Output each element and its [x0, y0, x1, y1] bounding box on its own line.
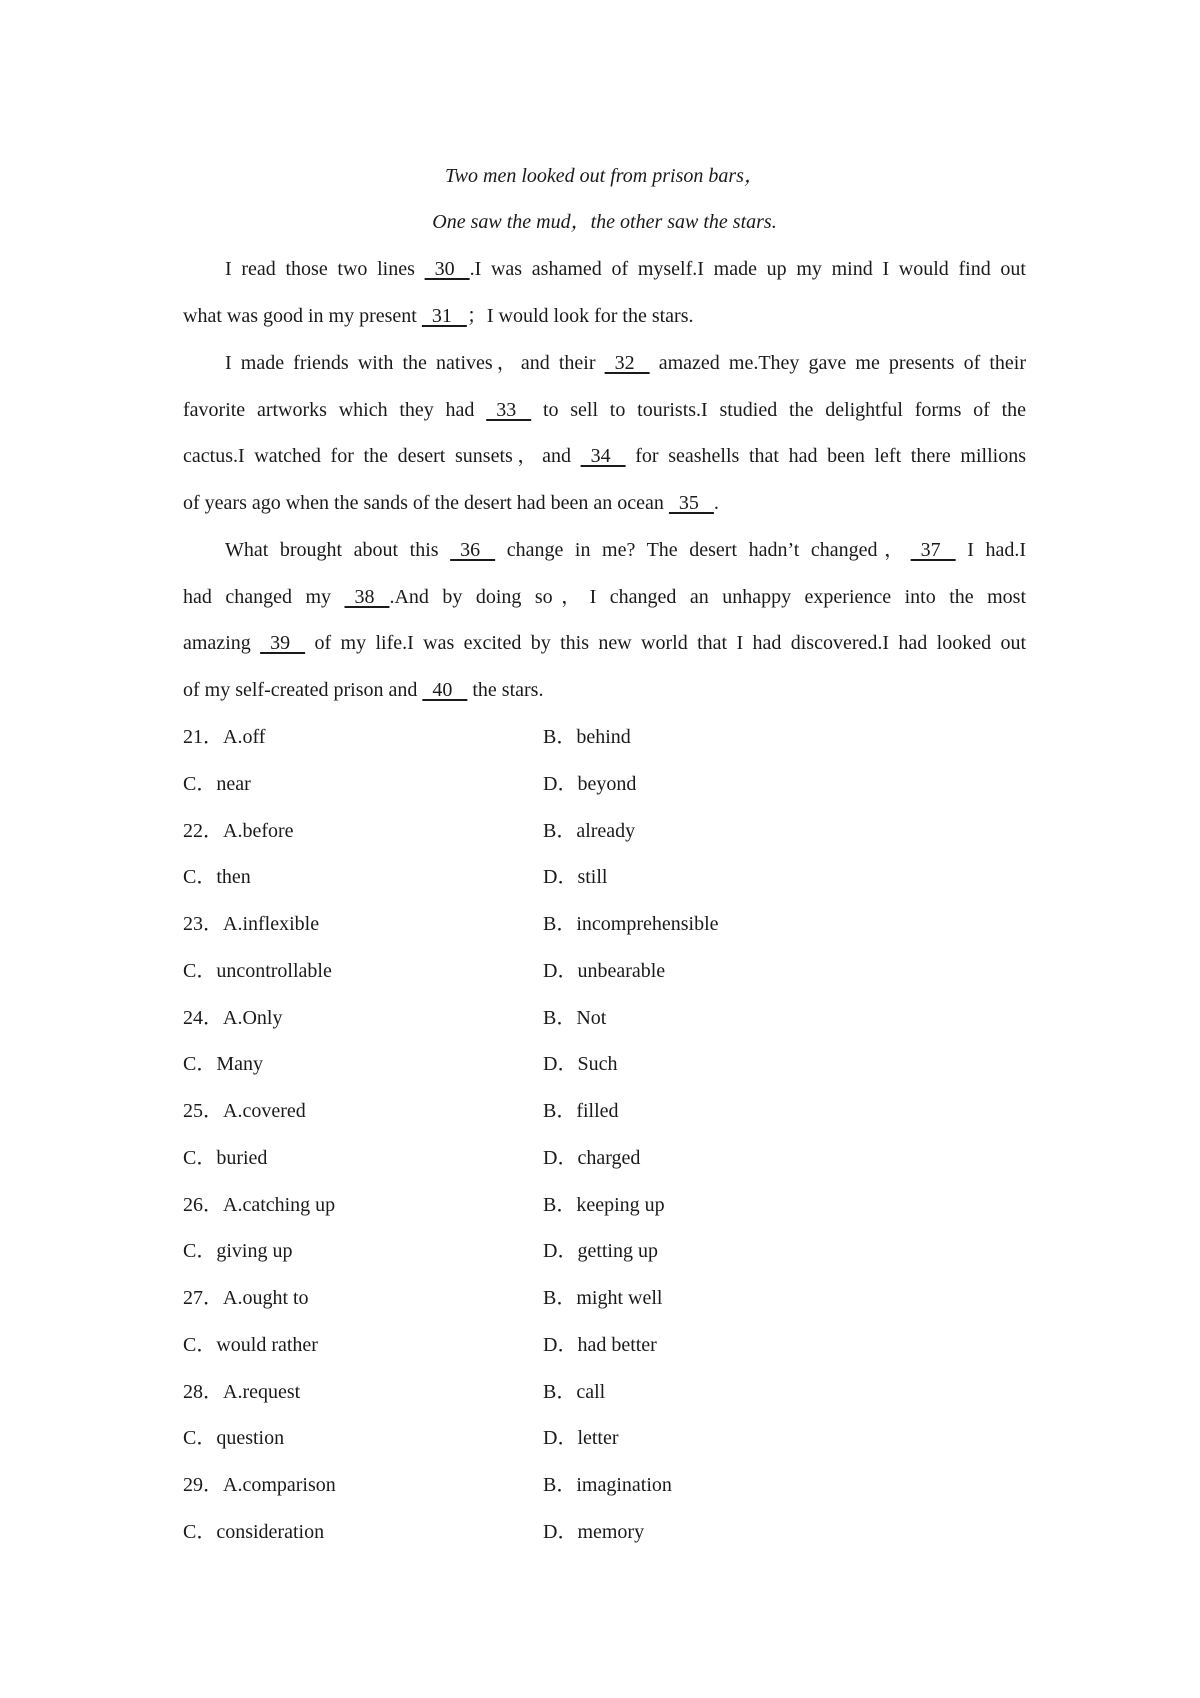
- poem-line-2: One saw the mud，the other saw the stars.: [432, 211, 777, 233]
- option-c: C．then: [183, 866, 251, 888]
- blank-31: 31: [421, 305, 467, 327]
- option-a: 27．A.ought to: [183, 1287, 309, 1309]
- option-d: D．Such: [543, 1053, 618, 1075]
- text-segment: What brought about this: [225, 539, 451, 561]
- option-c: C．buried: [183, 1147, 268, 1169]
- text-segment: amazing: [183, 632, 261, 654]
- text-segment: had changed my: [183, 586, 345, 608]
- blank-39: 39: [260, 632, 306, 654]
- blank-32: 32: [604, 352, 650, 374]
- paragraph-1-line-2: [183, 304, 1026, 328]
- option-b: B．call: [543, 1381, 606, 1403]
- blank-38: 38: [344, 586, 390, 608]
- blank-40: 40: [422, 679, 468, 701]
- text-segment: the stars.: [467, 679, 544, 701]
- option-c: C．near: [183, 773, 251, 795]
- paragraph-3-line-4: [183, 678, 1026, 702]
- option-b: B．behind: [543, 726, 631, 748]
- option-b: B．imagination: [543, 1474, 672, 1496]
- text-segment: I read those two lines: [225, 258, 425, 280]
- text-segment: .: [713, 492, 719, 514]
- option-c: C．giving up: [183, 1240, 293, 1262]
- option-a: 26．A.catching up: [183, 1194, 336, 1216]
- text-segment: .I was ashamed of myself.I made up my mind I would find out: [469, 258, 1026, 280]
- text-segment: ；I would look for the stars.: [466, 305, 694, 327]
- option-d: D．getting up: [543, 1240, 658, 1262]
- blank-30: 30: [424, 258, 470, 280]
- option-d: D．still: [543, 866, 608, 888]
- option-b: B．keeping up: [543, 1194, 665, 1216]
- option-c: C．Many: [183, 1053, 263, 1075]
- text-segment: .And by doing so，I changed an unhappy experience into the most: [389, 586, 1026, 608]
- option-a: 22．A.before: [183, 820, 294, 842]
- option-b: B．incomprehensible: [543, 913, 719, 935]
- option-c: C．consideration: [183, 1521, 325, 1543]
- option-b: B．already: [543, 820, 636, 842]
- paragraph-3-line-1: [183, 538, 1026, 562]
- blank-33: 33: [486, 399, 532, 421]
- blank-35: 35: [668, 492, 714, 514]
- blank-36: 36: [450, 539, 496, 561]
- text-segment: I had.I: [955, 539, 1026, 561]
- paragraph-3-line-2: [183, 585, 1026, 609]
- option-d: D．memory: [543, 1521, 645, 1543]
- option-c: C．question: [183, 1427, 285, 1449]
- option-d: D．unbearable: [543, 960, 666, 982]
- option-b: B．might well: [543, 1287, 663, 1309]
- blank-34: 34: [580, 445, 626, 467]
- option-a: 29．A.comparison: [183, 1474, 336, 1496]
- option-d: D．letter: [543, 1427, 619, 1449]
- text-segment: I made friends with the natives，and their: [225, 352, 605, 374]
- text-segment: change in me? The desert hadn’t changed，: [495, 539, 911, 561]
- option-d: D．charged: [543, 1147, 641, 1169]
- option-d: D．had better: [543, 1334, 657, 1356]
- paragraph-2-line-4: [183, 491, 1026, 515]
- option-b: B．Not: [543, 1007, 607, 1029]
- text-segment: amazed me.They gave me presents of their: [649, 352, 1026, 374]
- text-segment: to sell to tourists.I studied the delightful forms of the: [531, 399, 1027, 421]
- option-b: B．filled: [543, 1100, 619, 1122]
- option-c: C．would rather: [183, 1334, 318, 1356]
- text-segment: of years ago when the sands of the desert had been an ocean: [183, 492, 669, 514]
- option-a: 28．A.request: [183, 1381, 301, 1403]
- text-segment: of my self-created prison and: [183, 679, 423, 701]
- paragraph-3-line-3: [183, 631, 1026, 655]
- text-segment: for seashells that had been left there millions: [625, 445, 1026, 467]
- blank-37: 37: [910, 539, 956, 561]
- option-a: 25．A.covered: [183, 1100, 306, 1122]
- text-segment: of my life.I was excited by this new world that I had discovered.I had looked out: [305, 632, 1027, 654]
- option-d: D．beyond: [543, 773, 637, 795]
- text-segment: what was good in my present: [183, 305, 422, 327]
- option-a: 21．A.off: [183, 726, 266, 748]
- text-segment: favorite artworks which they had: [183, 399, 487, 421]
- paragraph-2-line-3: [183, 444, 1026, 468]
- poem-line-1: Two men looked out from prison bars，: [445, 165, 764, 187]
- text-segment: cactus.I watched for the desert sunsets，and: [183, 445, 581, 467]
- option-c: C．uncontrollable: [183, 960, 332, 982]
- option-a: 24．A.Only: [183, 1007, 283, 1029]
- paragraph-1-line-1: [183, 257, 1026, 281]
- paragraph-2-line-2: [183, 398, 1026, 422]
- option-a: 23．A.inflexible: [183, 913, 320, 935]
- paragraph-2-line-1: [183, 351, 1026, 375]
